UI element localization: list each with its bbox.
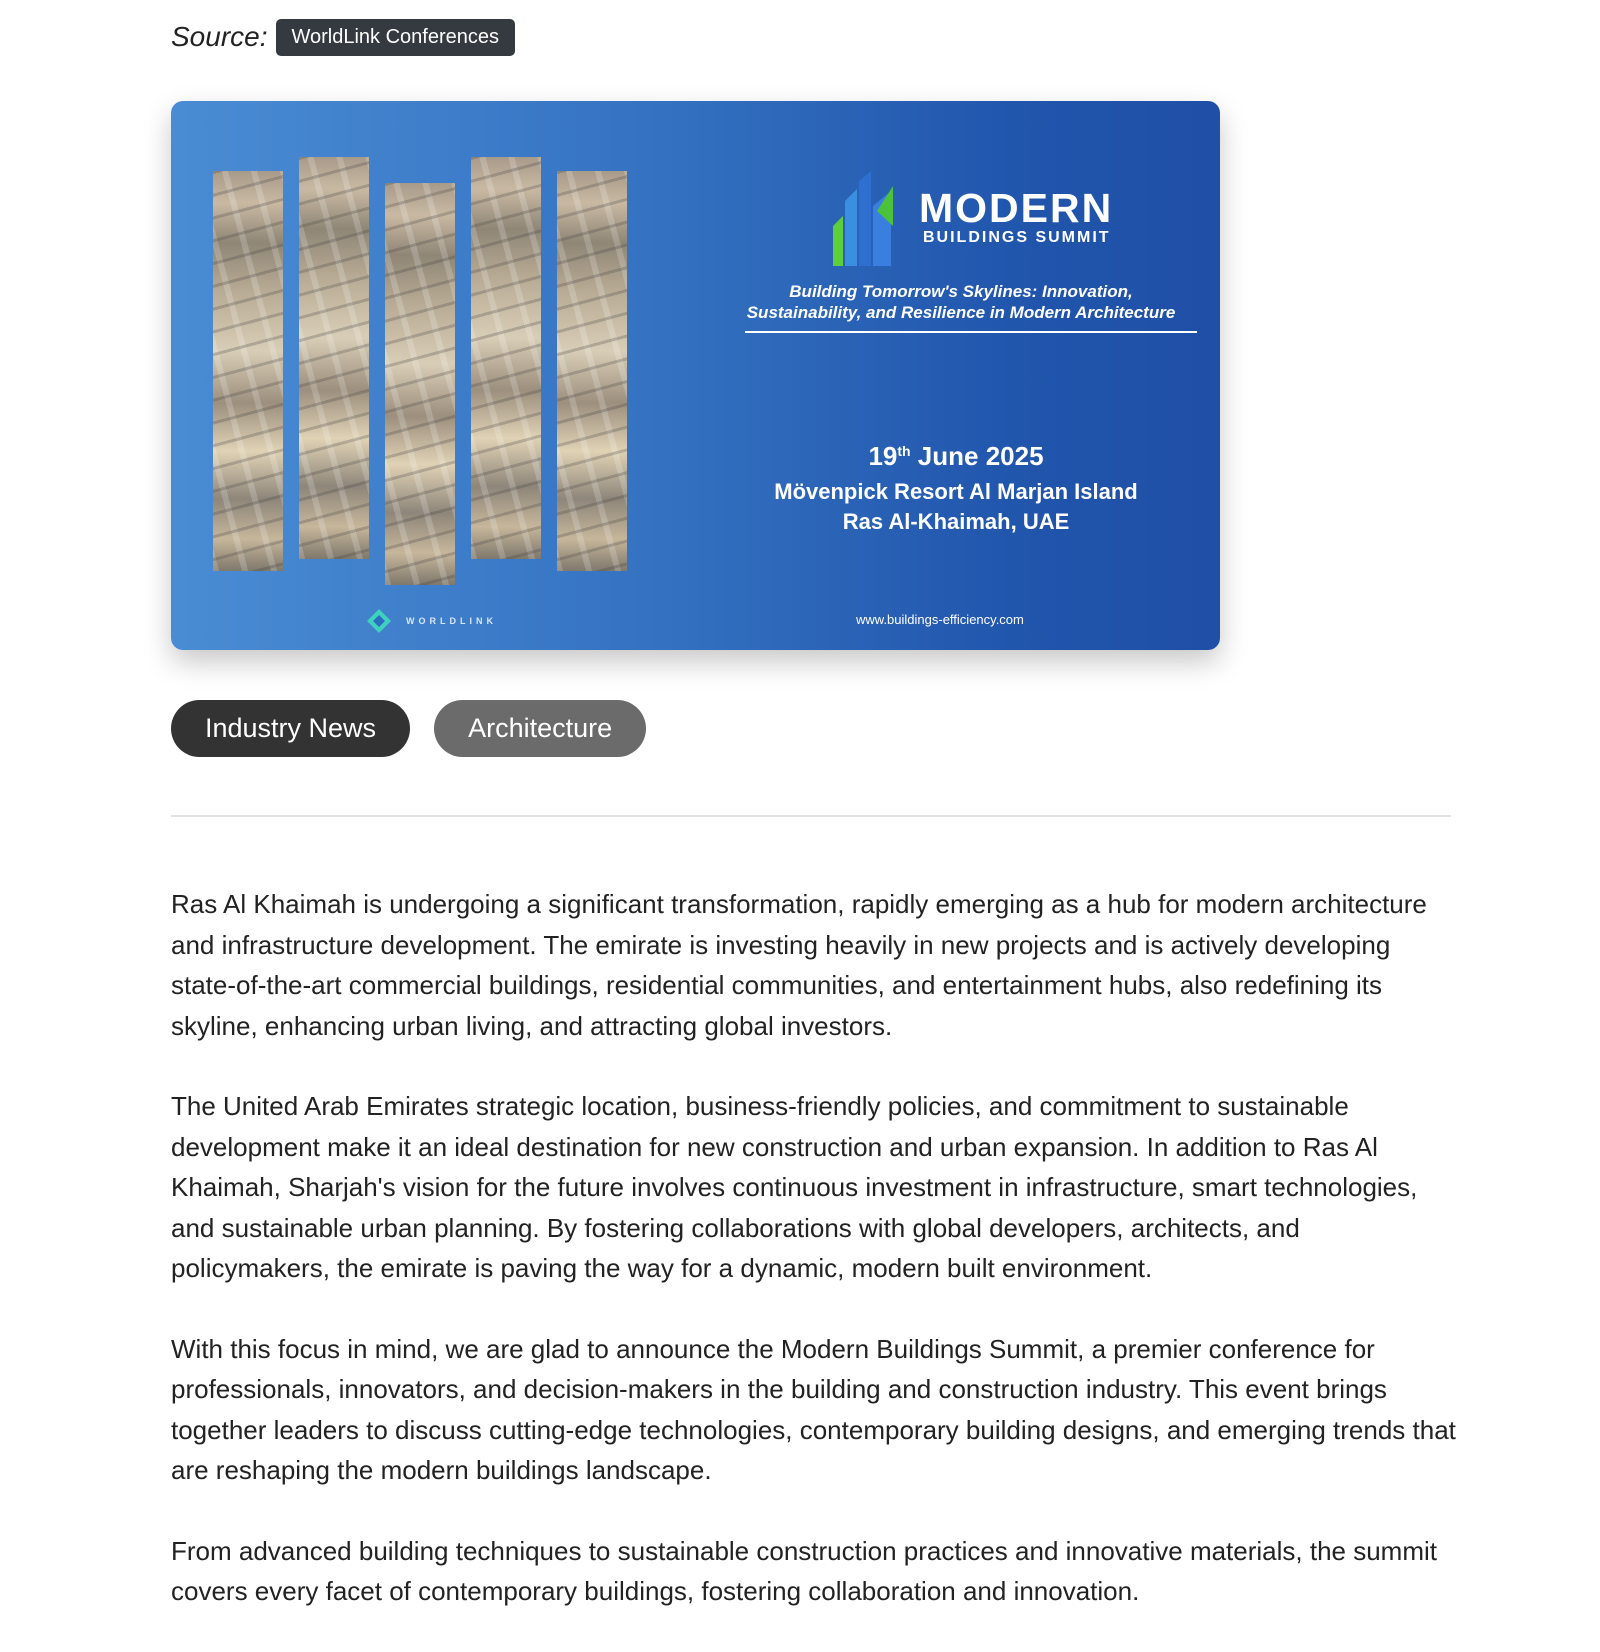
- worldlink-icon: [366, 608, 392, 634]
- tagline-underline: [745, 331, 1197, 333]
- date-rest: June 2025: [910, 441, 1044, 471]
- date-suffix: th: [897, 443, 911, 459]
- tagline-line: Sustainability, and Resilience in Modern Architecture: [746, 303, 1176, 322]
- city-photo-strip: [299, 157, 369, 559]
- logo-subtitle: BUILDINGS SUMMIT: [923, 229, 1111, 246]
- article-paragraph: With this focus in mind, we are glad to announce the Modern Buildings Summit, a premier conference for professionals, innovators, and decision-makers in the building and construction industry. This event brings together leaders to discuss cutting-edge technologies, contemporary building designs, and emerging trends that are reshaping the modern buildings landscape.: [171, 1333, 1456, 1485]
- event-banner-image: [171, 101, 1220, 650]
- organizer-logo: [366, 608, 497, 634]
- article-paragraph: Ras Al Khaimah is undergoing a significant transformation, rapidly emerging as a hub for modern architecture and infrastructure development. The emirate is investing heavily in new projects and is actively developing state-of-the-art commercial buildings, residential communities, and entertainment hubs, also redefining its skyline, enhancing urban living, and attracting global investors.: [171, 889, 1427, 1041]
- section-divider: [171, 815, 1451, 817]
- organizer-name: WORLDLINK: [406, 616, 497, 626]
- article-paragraph: The United Arab Emirates strategic location, business-friendly policies, and commitment to sustainable development make it an ideal destination for new construction and urban expansion. In addition to Ras Al Khaimah, Sharjah's vision for the future involves continuous investment in infrastructure, smart technologies, and sustainable urban planning. By fostering collaborations with global developers, architects, and policymakers, the emirate is paving the way for a dynamic, modern built environment.: [171, 1091, 1418, 1283]
- tagline-line: Building Tomorrow's Skylines: Innovation,: [789, 282, 1133, 301]
- logo-word: MODERN: [919, 185, 1114, 231]
- tag-industry-news[interactable]: Industry News: [171, 700, 410, 757]
- tag-architecture[interactable]: Architecture: [434, 700, 646, 757]
- banner-url: www.buildings-efficiency.com: [856, 612, 1024, 627]
- summit-logo: [831, 171, 1131, 271]
- article-body: [171, 884, 1461, 1652]
- source-row: [171, 17, 515, 57]
- tag-list: [171, 700, 646, 757]
- city-photo-strip: [213, 171, 283, 571]
- source-label: Source:: [171, 21, 268, 52]
- city-photo-strip: [557, 171, 627, 571]
- city-photo-strip: [471, 157, 541, 559]
- event-date: [731, 441, 1181, 472]
- banner-tagline: [731, 281, 1191, 323]
- article-paragraph: From advanced building techniques to sustainable construction practices and innovative materials, the summit covers every facet of contemporary buildings, fostering collaboration and innovation.: [171, 1535, 1438, 1606]
- date-day: 19: [868, 441, 898, 471]
- source-badge[interactable]: WorldLink Conferences: [276, 19, 516, 56]
- city-photo-strip: [385, 183, 455, 585]
- event-venue: Mövenpick Resort Al Marjan Island: [774, 479, 1138, 504]
- buildings-logo-icon: [831, 171, 911, 271]
- event-city: Ras Al-Khaimah, UAE: [842, 509, 1070, 534]
